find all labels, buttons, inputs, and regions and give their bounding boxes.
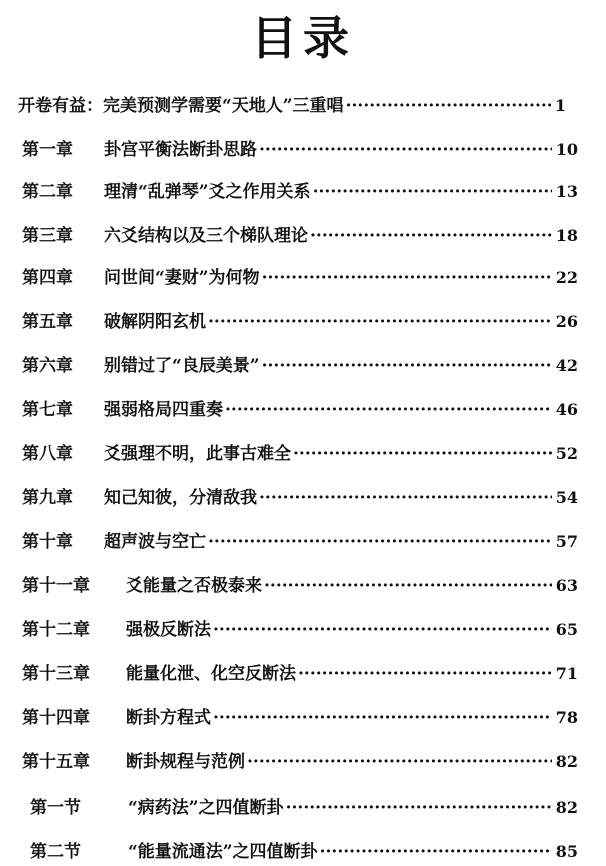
toc-entry-title: 强弱格局四重奏 [104,400,223,420]
toc-entry-chapter: 第十四章 [22,708,90,728]
toc-entry-label [22,706,211,730]
toc-entry-chapter-9[interactable] [22,486,578,510]
toc-entry-label [30,840,318,864]
toc-page-number: 82 [555,798,578,817]
toc-entry-chapter: 第二章 [22,182,73,202]
toc-entry-title: “病药法”之四值断卦 [128,798,284,818]
toc-entry-label [22,266,260,290]
toc-entry-chapter-1[interactable] [22,138,578,162]
toc-entry-chapter-11[interactable] [22,574,578,598]
toc-entry-label [22,398,223,422]
toc-entry-chapter-8[interactable] [22,442,578,466]
toc-entry-title: 能量化泄、化空反断法 [126,664,296,684]
toc-entry-chapter-15[interactable] [22,750,578,774]
toc-page-number: 42 [555,356,578,375]
toc-entry-label [18,94,344,118]
toc-entry-title: 问世间“妻财”为何物 [104,268,260,288]
toc-page-number: 13 [555,182,578,201]
toc-dot-leader [298,662,552,686]
toc-dot-leader [310,224,552,248]
toc-entry-chapter: 第二节 [30,842,81,862]
toc-entry-title: 超声波与空亡 [104,532,206,552]
toc-page-number: 54 [555,488,578,507]
toc-dot-leader [264,574,552,598]
toc-entry-label [22,310,206,334]
toc-dot-leader [225,398,552,422]
toc-page-number: 65 [555,620,578,639]
toc-dot-leader [262,354,552,378]
toc-entry-chapter: 第四章 [22,268,73,288]
toc-entry-chapter-6[interactable] [22,354,578,378]
toc-page-number: 10 [555,140,578,159]
toc-entry-chapter: 第一节 [30,798,81,818]
toc-entry-section-2[interactable] [30,840,578,864]
toc-entry-chapter-3[interactable] [22,224,578,248]
toc-entry-label [22,750,245,774]
toc-entry-chapter: 第九章 [22,488,73,508]
toc-entry-chapter: 第十三章 [22,664,90,684]
toc-entry-title: 理清“乱弹琴”爻之作用关系 [104,182,311,202]
toc-entry-label [22,574,262,598]
toc-entry-chapter: 第十一章 [22,576,90,596]
toc-entry-section-1[interactable] [30,796,578,820]
toc-dot-leader [313,180,552,204]
toc-entry-title: 断卦规程与范例 [126,752,245,772]
toc-entry-label [22,180,311,204]
toc-page-number: 57 [555,532,578,551]
toc-entry-label [22,486,257,510]
toc-dot-leader [320,840,552,864]
toc-page-number: 78 [555,708,578,727]
toc-entry-chapter-7[interactable] [22,398,578,422]
toc-entry-title: 爻能量之否极泰来 [126,576,262,596]
toc-page-number: 18 [555,226,578,245]
toc-entry-label [30,796,284,820]
toc-entry-chapter-5[interactable] [22,310,578,334]
toc-dot-leader [259,486,552,510]
toc-entry-title: 强极反断法 [126,620,211,640]
toc-entry-chapter: 第八章 [22,444,73,464]
toc-dot-leader [262,266,552,290]
toc-dot-leader [208,530,552,554]
toc-entry-chapter-10[interactable] [22,530,578,554]
toc-entry-title: 卦宫平衡法断卦思路 [104,140,257,160]
toc-page-number: 26 [555,312,578,331]
toc-entry-title: 别错过了“良辰美景” [104,356,260,376]
toc-dot-leader [213,618,552,642]
toc-entry-chapter: 第十章 [22,532,73,552]
toc-entry-chapter: 第十二章 [22,620,90,640]
toc-entry-chapter: 第一章 [22,140,73,160]
toc-entry-preface[interactable] [18,94,566,118]
toc-entry-label [22,662,296,686]
toc-page-number: 82 [555,752,578,771]
toc-entry-title: 知己知彼，分清敌我 [104,488,257,508]
toc-entry-chapter: 第十五章 [22,752,90,772]
toc-entry-label [22,618,211,642]
toc-entry-label [22,224,308,248]
toc-entry-chapter: 第七章 [22,400,73,420]
toc-dot-leader [346,94,551,118]
toc-dot-leader [293,442,552,466]
toc-entry-chapter: 第五章 [22,312,73,332]
toc-dot-leader [286,796,552,820]
toc-dot-leader [213,706,552,730]
page-title: 目录 [251,11,355,65]
toc-entry-title: 六爻结构以及三个梯队理论 [104,226,308,246]
toc-entry-chapter: 第三章 [22,226,73,246]
toc-page-number: 85 [555,842,578,861]
toc-entry-title: “能量流通法”之四值断卦 [128,842,318,862]
toc-entry-label [22,354,260,378]
toc-dot-leader [259,138,552,162]
toc-entry-chapter-4[interactable] [22,266,578,290]
toc-entry-chapter-12[interactable] [22,618,578,642]
toc-entry-label [22,138,257,162]
toc-entry-title: 破解阴阳玄机 [104,312,206,332]
toc-page-number: 71 [555,664,578,683]
toc-entry-chapter: 第六章 [22,356,73,376]
toc-entry-chapter: 开卷有益： [18,96,103,116]
toc-entry-title: 完美预测学需要“天地人”三重唱 [103,96,344,116]
toc-entry-title: 爻强理不明，此事古难全 [104,444,291,464]
toc-dot-leader [247,750,552,774]
toc-page-number: 63 [555,576,578,595]
toc-page-number: 46 [555,400,578,419]
toc-entry-label [22,442,291,466]
toc-entry-label [22,530,206,554]
toc-entry-chapter-2[interactable] [22,180,578,204]
toc-page-number: 1 [554,96,566,115]
toc-page-number: 52 [555,444,578,463]
toc-entry-chapter-14[interactable] [22,706,578,730]
toc-dot-leader [208,310,552,334]
toc-page-number: 22 [555,268,578,287]
toc-entry-title: 断卦方程式 [126,708,211,728]
toc-entry-chapter-13[interactable] [22,662,578,686]
